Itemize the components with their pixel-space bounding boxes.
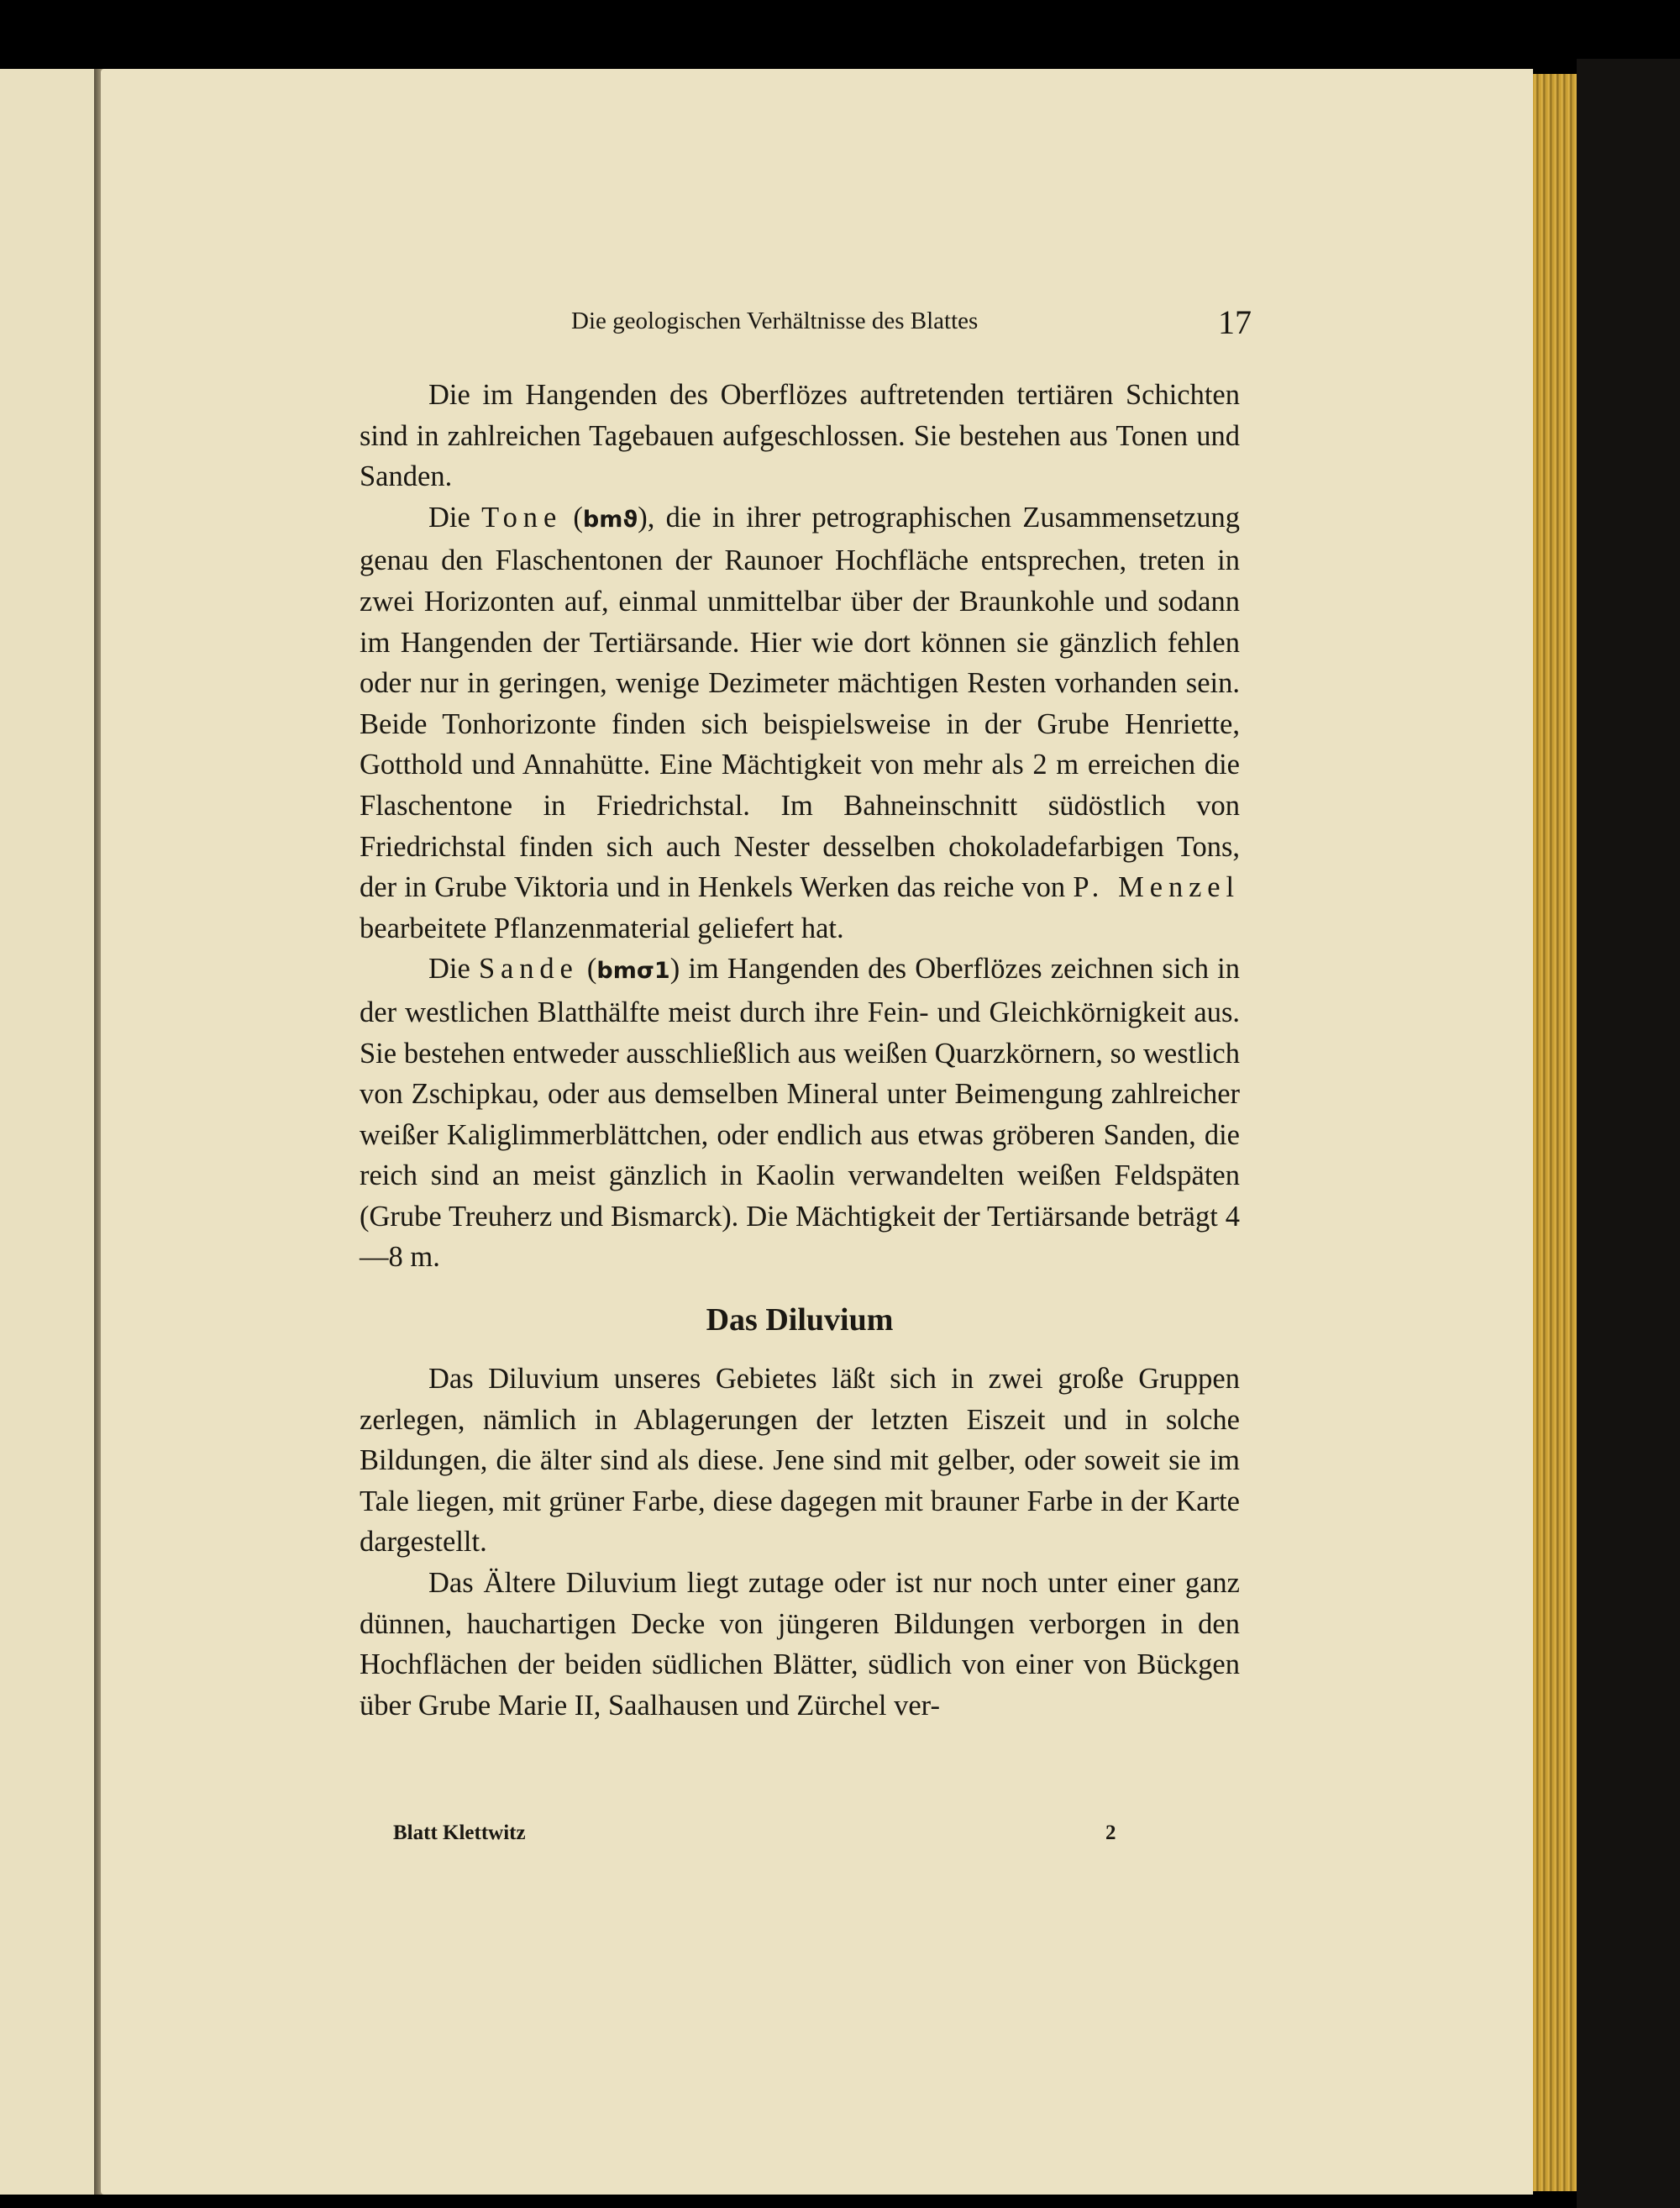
paragraph-text: Das Diluvium unseres Gebietes läßt sich in zwei große Gruppen zerlegen, nämlich in Ablagerungen der letzten Eiszeit und in solche Bildungen, die älter sind als diese. Jene sind mit gelber, oder soweit sie im Tale liegen, mit grüner Farbe, diese dagegen mit brauner Farbe in der Karte dargestellt. (360, 1363, 1240, 1559)
paragraph: Die Sande (bmσ1) im Hangenden des Oberflözes zeichnen sich in der westlichen Blatthälfte meist durch ihre Fein- und Gleichkörnigkeit aus. Sie bestehen entweder ausschließlich aus weißen Quarzkörnern, so westlich von Zschipkau, oder aus demselben Mineral unter Beimengung zahlreicher weißer Kaliglimmerblättchen, oder endlich aus etwas gröberen Sanden, die reich sind an meist gänzlich in Kaolin verwandelten weißen Feldspäten (Grube Treuherz und Bismarck). Die Mächtigkeit der Tertiärsande beträgt 4—8 m. (360, 953, 1240, 1274)
paragraph (360, 1359, 1240, 1563)
paragraph-text: bearbeitete Pflanzenmaterial geliefert hat. (360, 912, 844, 944)
page-body (360, 375, 1240, 1726)
spaced-term: Sande (478, 953, 579, 986)
paragraph-text: im Hangenden des Oberflözes zeichnen sich in der westlichen Blatthälfte meist durch ihre Fein- und Gleichkörnigkeit aus. Sie bestehen entweder ausschließlich aus weißen Quarzkörnern, so westlich von Zschipkau, oder aus demselben Mineral unter Beimengung zahlreicher weißer Kaliglimmerblättchen, oder endlich aus etwas gröberen Sanden, die reich sind an meist gänzlich in Kaolin verwandelten weißen Feldspäten (Grube Treuherz und Bismarck). Die Mächtigkeit der Tertiärsande beträgt 4—8 m. (360, 953, 1240, 1274)
paragraph (360, 375, 1240, 497)
paragraph-text: die in ihrer petrographischen Zusammensetzung genau den Flaschentonen der Raunoer Hochfläche entsprechen, treten in zwei Horizonten auf, einmal unmittelbar über der Braunkohle und sodann im Hangenden der Tertiärsande. Hier wie dort können sie gänzlich fehlen oder nur in geringen, wenige Dezimeter mächtigen Resten vorhanden sein. Beide Tonhorizonte finden sich beispielsweise in der Grube Henriette, Gotthold und Annahütte. Eine Mächtigkeit von mehr als 2 m erreichen die Flaschentone in Friedrichstal. Im Bahneinschnitt südöstlich von Friedrichstal finden sich auch Nester desselben chokoladefarbigen Tons, der in Grube Viktoria und in Henkels Werken das reiche von (360, 501, 1240, 904)
running-title: Die geologischen Verhältnisse des Blattes (571, 308, 979, 334)
spaced-term: Tone (481, 501, 563, 534)
paragraph: Die Tone (bmϑ), die in ihrer petrographischen Zusammensetzung genau den Flaschentonen der Raunoer Hochfläche entsprechen, treten in zwei Horizonten auf, einmal unmittelbar über der Braunkohle und sodann im Hangenden der Tertiärsande. Hier wie dort können sie gänzlich fehlen oder nur in geringen, wenige Dezimeter mächtigen Resten vorhanden sein. Beide Tonhorizonte finden sich beispielsweise in der Grube Henriette, Gotthold und Annahütte. Eine Mächtigkeit von mehr als 2 m erreichen die Flaschentone in Friedrichstal. Im Bahneinschnitt südöstlich von Friedrichstal finden sich auch Nester desselben chokoladefarbigen Tons, der in Grube Viktoria und in Henkels Werken das reiche von P. Menzel bearbeitete Pflanzenmaterial geliefert hat. (360, 501, 1241, 944)
section-heading: Das Diluvium (706, 1302, 894, 1338)
gilt-page-edges (1533, 74, 1577, 2191)
paragraph (360, 1563, 1240, 1726)
map-symbol: bmϑ (582, 506, 638, 533)
book-cover (1577, 59, 1680, 2208)
paragraph-text: Das Ältere Diluvium liegt zutage oder ist nur noch unter einer ganz dünnen, hauchartigen Decke von jüngeren Bildungen verborgen in den Hochflächen der beiden südlichen Blätter, südlich von einer von Bückgen über Grube Marie II, Saalhausen und Zürchel ver- (360, 1567, 1240, 1722)
page-number: 17 (1218, 303, 1252, 341)
map-symbol: bmσ1 (596, 958, 670, 985)
left-page-edge (0, 69, 97, 2195)
author-name: P. Menzel (1073, 871, 1241, 904)
paragraph-text: Die im Hangenden des Oberflözes auftretenden tertiären Schichten sind in zahlreichen Tagebauen aufgeschlossen. Sie bestehen aus Tonen und Sanden. (360, 379, 1240, 493)
footer-signature: 2 (1105, 1822, 1116, 1844)
footer-sheet-name: Blatt Klettwitz (393, 1822, 526, 1844)
